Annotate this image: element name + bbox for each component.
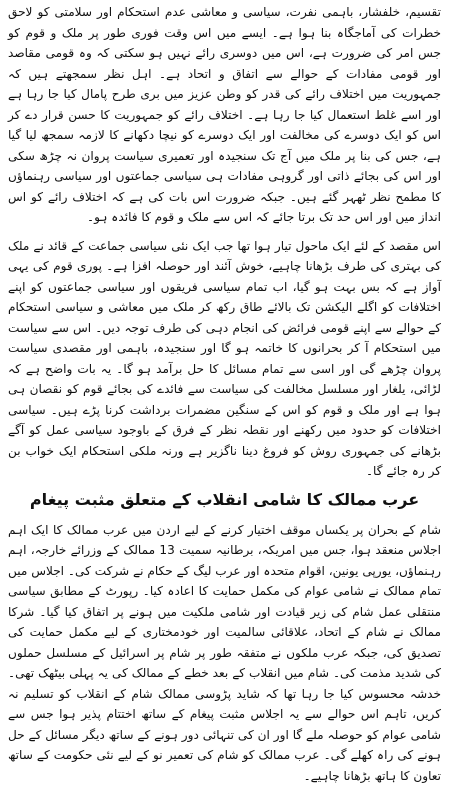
- section-heading: عرب ممالک کا شامی انقلاب کے متعلق مثبت پیغام: [8, 488, 441, 512]
- article-paragraph-3: شام کے بحران پر یکساں موقف اختیار کرنے کے لیے اردن میں عرب ممالک کا ایک اہم اجلاس منعقد ہوا، جس میں امریکہ، برطانیہ سمیت 13 ممالک کے وزرائے خارجہ، اہم رہنماؤں، یورپی یونین، اقوام متحدہ اور عرب لیگ کے حکام نے شرکت کی۔ اجلاس میں تمام ممالک نے شامی عوام کی مکمل حمایت کا اعادہ کیا۔ رپورٹ کے مطابق سیاسی منتقلی عمل شام کی زیر قیادت اور شامی ملکیت میں ہونے پر اتفاق کیا گیا۔ شرکا ممالک نے شام کے اتحاد، علاقائی سالمیت اور خودمختاری کے لیے مکمل حمایت کی تصدیق کی، جبکہ عرب ملکوں نے متفقہ طور پر شام پر اسرائیل کے مسلسل حملوں کی شدید مذمت کی۔ شام میں انقلاب کے بعد خطے کے ممالک کی یہ پہلی بیٹھک تھی۔ خدشہ محسوس کیا جا رہا تھا کہ شاید پڑوسی ممالک شام کے انقلاب کو تسلیم نہ کریں، تاہم اس حوالے سے یہ اجلاس مثبت پیغام کے ساتھ اختتام پذیر ہوا جس سے شامی عوام کو حوصلہ ملے گا اور ان کی تنہائی دور ہونے کے ساتھ دیگر مسائل کے حل ہونے کی راہ کھلے گی۔ عرب ممالک کو شام کی تعمیر نو کے لیے نئی حکومت کے ساتھ تعاون کا ہاتھ بڑھانا چاہیے۔: [8, 520, 441, 786]
- article-paragraph-2: اس مقصد کے لئے ایک ماحول تیار ہوا تھا جب ایک نئی سیاسی جماعت کے قائد نے ملک کی بہتری کی طرف بڑھانا چاہیے، خوش آئند اور حوصلہ افزا ہے۔ پوری قوم کی یہی آواز ہے کہ بس بہت ہو گیا، اب تمام سیاسی فریقوں اور سیاسی جماعتوں کو اپنے اختلافات کو اگلے الیکشن تک بالائے طاق رکھ کر ملک میں معاشی و سیاسی استحکام کے حوالے سے اپنے قومی فرائض کی انجام دہی کی طرف توجہ دیں۔ اس سے سیاست میں استحکام آ کر بحرانوں کا خاتمہ ہو گا اور سنجیدہ، باہمی اور مقصدی سیاست پروان چڑھے گی اور اسی سے تمام مسائل کا حل برآمد ہو گا۔ یہ بات واضح ہے کہ لڑائی، یلغار اور مسلسل مخالفت کی سیاست سے فائدے کی بجائے قوم کو نقصان ہی ہوا ہے اور ملک و قوم کو اس کے سنگین مضمرات برداشت کرنا پڑے ہیں۔ سیاسی اختلافات کو حدود میں رکھنے اور نقطہ نظر کے فرق کے باوجود سیاسی عمل کو آگے بڑھانے کی جمہوری روش کو فروغ دینا ناگزیر ہے ورنہ ملکی استحکام ایک خواب بن کر رہ جائے گا۔: [8, 236, 441, 482]
- article-paragraph-1: تقسیم، خلفشار، باہمی نفرت، سیاسی و معاشی عدم استحکام اور سلامتی کو لاحق خطرات کی آماجگاہ بنا ہوا ہے۔ ایسے میں اس وقت فوری طور پر ملک و قوم کو جس امر کی ضرورت ہے، اس میں دوسری رائے نہیں ہو سکتی کہ وہ قومی مقاصد اور قومی مفادات کے حوالے سے اتفاق و اتحاد ہے۔ اہل نظر سمجھتے ہیں کہ جمہوریت میں اختلاف رائے کی قدر کو وطن عزیز میں بری طرح پامال کیا جا رہا ہے اور اسے غلط استعمال کیا جا رہا ہے۔ اختلاف رائے کو جمہوریت کا حسن قرار دے کر اس کو ایک دوسرے کی مخالفت اور ایک دوسرے کو نیچا دکھانے کا لازمہ سمجھ لیا گیا ہے، جس کی بنا پر ملک میں آج تک سنجیدہ اور تعمیری سیاست پروان نہ چڑھ سکی اور اس کی بجائے ذاتی اور گروہی مفادات ہی سیاسی جماعتوں اور سیاسی رہنماؤں کا مطمح نظر ٹھہر گئے ہیں۔ جبکہ ضرورت اس بات کی ہے کہ اختلاف رائے کو اس انداز میں اور اس حد تک برتا جائے کہ اس سے ملک و قوم کا فائدہ ہو۔: [8, 2, 441, 228]
